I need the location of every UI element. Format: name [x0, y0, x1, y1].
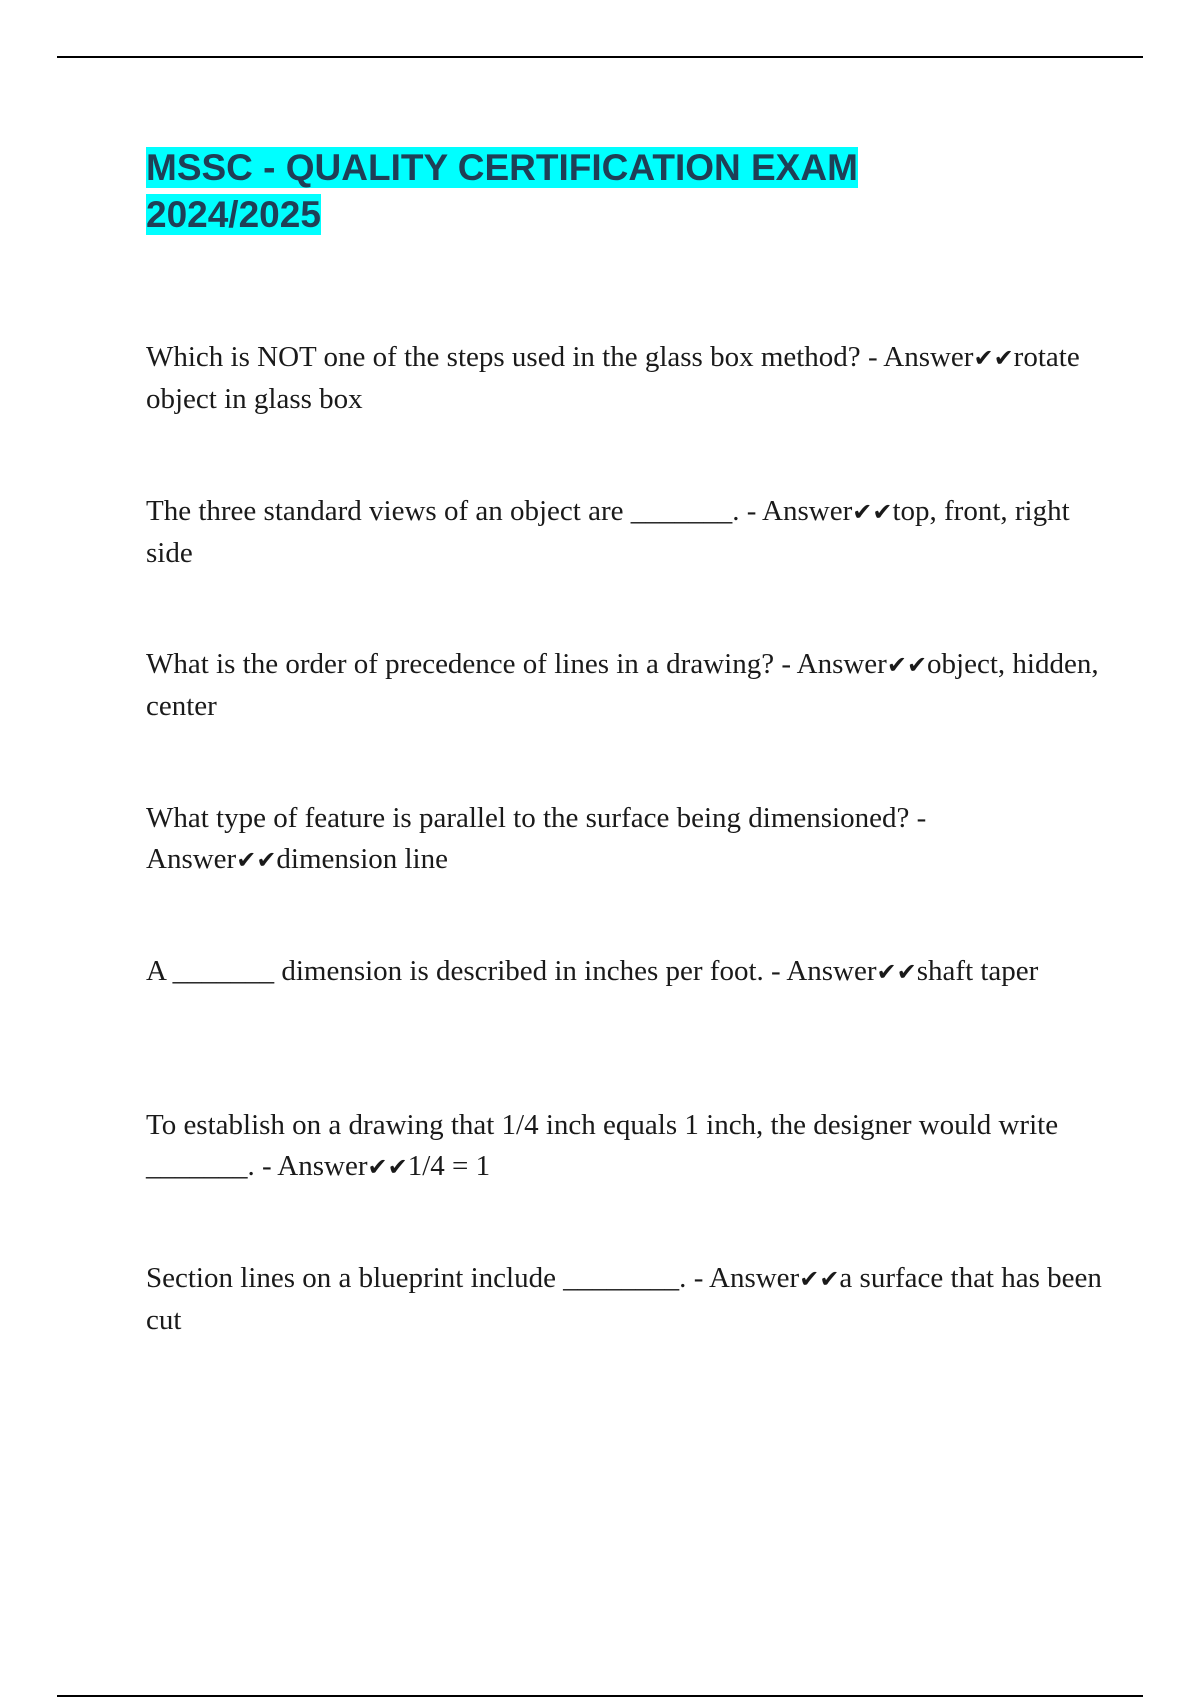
qa-item — [146, 644, 1106, 798]
answer-prefix: - Answer — [254, 1149, 368, 1182]
answer-prefix: - Answer — [739, 494, 853, 527]
answer-prefix: - Answer — [763, 955, 877, 987]
check-icon: ✔✔ — [876, 958, 917, 986]
answer-text: 1/4 = 1 — [407, 1149, 491, 1182]
check-icon: ✔✔ — [886, 651, 928, 679]
answer-prefix: - Answer — [774, 648, 887, 680]
answer-text: shaft taper — [916, 955, 1039, 987]
question-text: The three standard views of an object are _______. — [146, 494, 740, 527]
answer-text: a surface that has been cut — [146, 1262, 1102, 1336]
question-text: What is the order of precedence of lines in a drawing? — [146, 648, 775, 680]
question-text: What type of feature is parallel to the surface being dimensioned? — [146, 801, 910, 834]
document-title — [146, 144, 986, 238]
answer-text: dimension line — [276, 842, 448, 875]
question-text: Which is NOT one of the steps used in the glass box method? — [146, 341, 861, 373]
answer-text: rotate object in glass box — [146, 341, 1080, 415]
qa-list — [146, 337, 1106, 1412]
top-rule — [57, 56, 1143, 58]
title-line-1: MSSC - QUALITY CERTIFICATION EXAM — [146, 147, 858, 188]
check-icon: ✔✔ — [852, 497, 893, 526]
qa-item — [146, 491, 1106, 645]
qa-item — [146, 798, 1106, 952]
title-line-2: 2024/2025 — [146, 194, 321, 235]
answer-prefix: - Answer — [146, 801, 927, 875]
check-icon: ✔✔ — [236, 845, 277, 874]
answer-prefix: - Answer — [686, 1262, 800, 1294]
answer-text: top, front, right side — [146, 494, 1070, 569]
qa-item — [146, 1105, 1106, 1259]
question-text: To establish on a drawing that 1/4 inch equals 1 inch, the designer would write _______. — [146, 1108, 1059, 1182]
qa-item — [146, 951, 1106, 1105]
question-text: A _______ dimension is described in inches per foot. — [146, 955, 764, 987]
bottom-rule — [57, 1695, 1143, 1697]
question-text: Section lines on a blueprint include ________. — [146, 1262, 687, 1294]
check-icon: ✔✔ — [367, 1152, 408, 1181]
qa-item — [146, 1258, 1106, 1412]
answer-prefix: - Answer — [860, 341, 974, 373]
check-icon: ✔✔ — [973, 344, 1014, 372]
check-icon: ✔✔ — [799, 1265, 840, 1293]
answer-text: object, hidden, center — [146, 648, 1099, 722]
qa-item — [146, 337, 1106, 491]
